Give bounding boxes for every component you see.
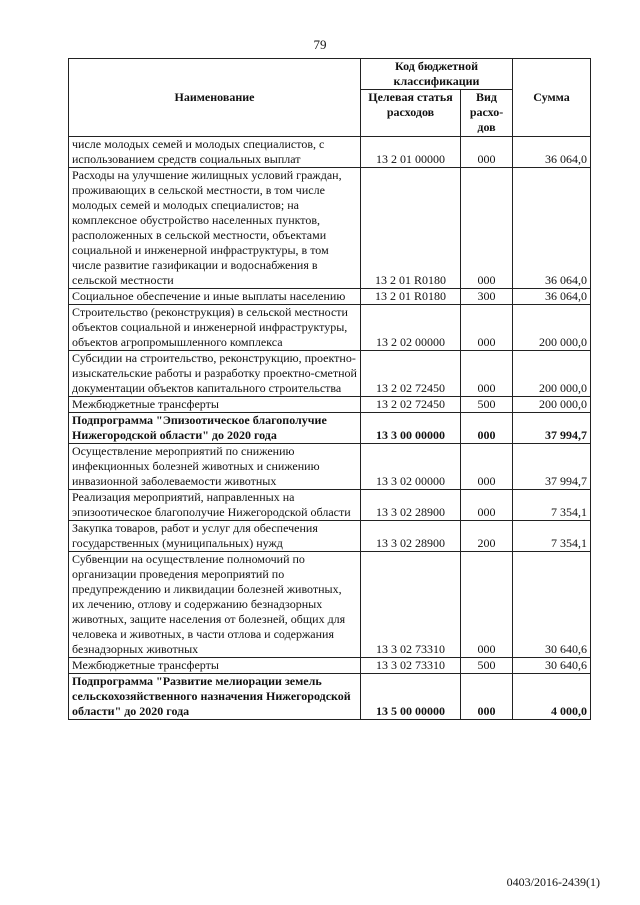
table-row <box>69 658 591 674</box>
row-sum: 36 064,0 <box>513 137 591 168</box>
table-row <box>69 490 591 521</box>
row-code: 13 2 01 R0180 <box>361 168 461 289</box>
row-name: Субвенции на осуществление полномочий по организации проведения мероприятий по предупреждению и ликвидации болезней животных, их лечению, отлову и содержанию безнадзорных животных, защите населения от болезней, общих для человека и животных, в части отлова и содержания безнадзорных животных <box>69 552 361 658</box>
row-kind: 200 <box>461 521 513 552</box>
table-row <box>69 397 591 413</box>
table-row <box>69 305 591 351</box>
row-kind: 000 <box>461 351 513 397</box>
row-name: Социальное обеспечение и иные выплаты населению <box>69 289 361 305</box>
header-sum: Сумма <box>513 59 591 137</box>
table-row <box>69 168 591 289</box>
row-kind: 500 <box>461 397 513 413</box>
row-code: 13 2 02 00000 <box>361 305 461 351</box>
row-kind: 000 <box>461 413 513 444</box>
row-name: Строительство (реконструкция) в сельской местности объектов социальной и инженерной инфраструктуры, объектов агропромышленного комплекса <box>69 305 361 351</box>
table-row <box>69 444 591 490</box>
row-code: 13 2 01 00000 <box>361 137 461 168</box>
budget-table <box>68 58 591 720</box>
row-sum: 30 640,6 <box>513 658 591 674</box>
row-sum: 37 994,7 <box>513 413 591 444</box>
row-sum: 7 354,1 <box>513 490 591 521</box>
row-code: 13 3 02 28900 <box>361 521 461 552</box>
row-code: 13 3 00 00000 <box>361 413 461 444</box>
row-name: Подпрограмма "Эпизоотическое благополучие Нижегородской области" до 2020 года <box>69 413 361 444</box>
row-name: Закупка товаров, работ и услуг для обеспечения государственных (муниципальных) нужд <box>69 521 361 552</box>
row-kind: 000 <box>461 305 513 351</box>
header-classification: Код бюджетной классификации <box>361 59 513 90</box>
footer-code: 0403/2016-2439(1) <box>506 875 600 889</box>
row-name: Субсидии на строительство, реконструкцию, проектно-изыскательские работы и разработку проектно-сметной документации объектов капитального строительства <box>69 351 361 397</box>
header-target: Целевая статья расходов <box>361 90 461 137</box>
page-number: 79 <box>313 37 327 52</box>
table-row <box>69 521 591 552</box>
table-row <box>69 351 591 397</box>
row-name: Подпрограмма "Развитие мелиорации земель сельскохозяйственного назначения Нижегородской области" до 2020 года <box>69 674 361 720</box>
table-row <box>69 289 591 305</box>
row-code: 13 3 02 73310 <box>361 552 461 658</box>
row-kind: 000 <box>461 137 513 168</box>
row-kind: 000 <box>461 490 513 521</box>
row-sum: 36 064,0 <box>513 168 591 289</box>
row-name: Межбюджетные трансферты <box>69 397 361 413</box>
row-sum: 30 640,6 <box>513 552 591 658</box>
table-body <box>69 137 591 720</box>
row-sum: 200 000,0 <box>513 351 591 397</box>
row-code: 13 2 02 72450 <box>361 397 461 413</box>
table-row <box>69 552 591 658</box>
table-header <box>69 59 591 137</box>
header-name: Наименование <box>69 59 361 137</box>
row-name: числе молодых семей и молодых специалистов, с использованием средств социальных выплат <box>69 137 361 168</box>
row-name: Расходы на улучшение жилищных условий граждан, проживающих в сельской местности, в том числе молодых семей и молодых специалистов; на комплексное обустройство населенных пунктов, расположенных в сельской местности, объектами социальной и инженерной инфраструктуры, в том числе развитие газификации и водоснабжения в сельской местности <box>69 168 361 289</box>
row-sum: 200 000,0 <box>513 305 591 351</box>
table-row <box>69 137 591 168</box>
table-row <box>69 413 591 444</box>
row-kind: 300 <box>461 289 513 305</box>
row-code: 13 2 01 R0180 <box>361 289 461 305</box>
row-name: Осуществление мероприятий по снижению инфекционных болезней животных и снижению инвазионной заболеваемости животных <box>69 444 361 490</box>
row-sum: 36 064,0 <box>513 289 591 305</box>
row-sum: 4 000,0 <box>513 674 591 720</box>
row-code: 13 2 02 72450 <box>361 351 461 397</box>
row-kind: 000 <box>461 674 513 720</box>
row-kind: 000 <box>461 552 513 658</box>
row-code: 13 3 02 00000 <box>361 444 461 490</box>
table-row <box>69 674 591 720</box>
header-kind: Вид расхо-дов <box>461 90 513 137</box>
row-kind: 500 <box>461 658 513 674</box>
row-sum: 7 354,1 <box>513 521 591 552</box>
row-sum: 37 994,7 <box>513 444 591 490</box>
row-sum: 200 000,0 <box>513 397 591 413</box>
row-kind: 000 <box>461 444 513 490</box>
row-code: 13 5 00 00000 <box>361 674 461 720</box>
row-code: 13 3 02 28900 <box>361 490 461 521</box>
row-name: Межбюджетные трансферты <box>69 658 361 674</box>
row-code: 13 3 02 73310 <box>361 658 461 674</box>
row-name: Реализация мероприятий, направленных на эпизоотическое благополучие Нижегородской области <box>69 490 361 521</box>
row-kind: 000 <box>461 168 513 289</box>
